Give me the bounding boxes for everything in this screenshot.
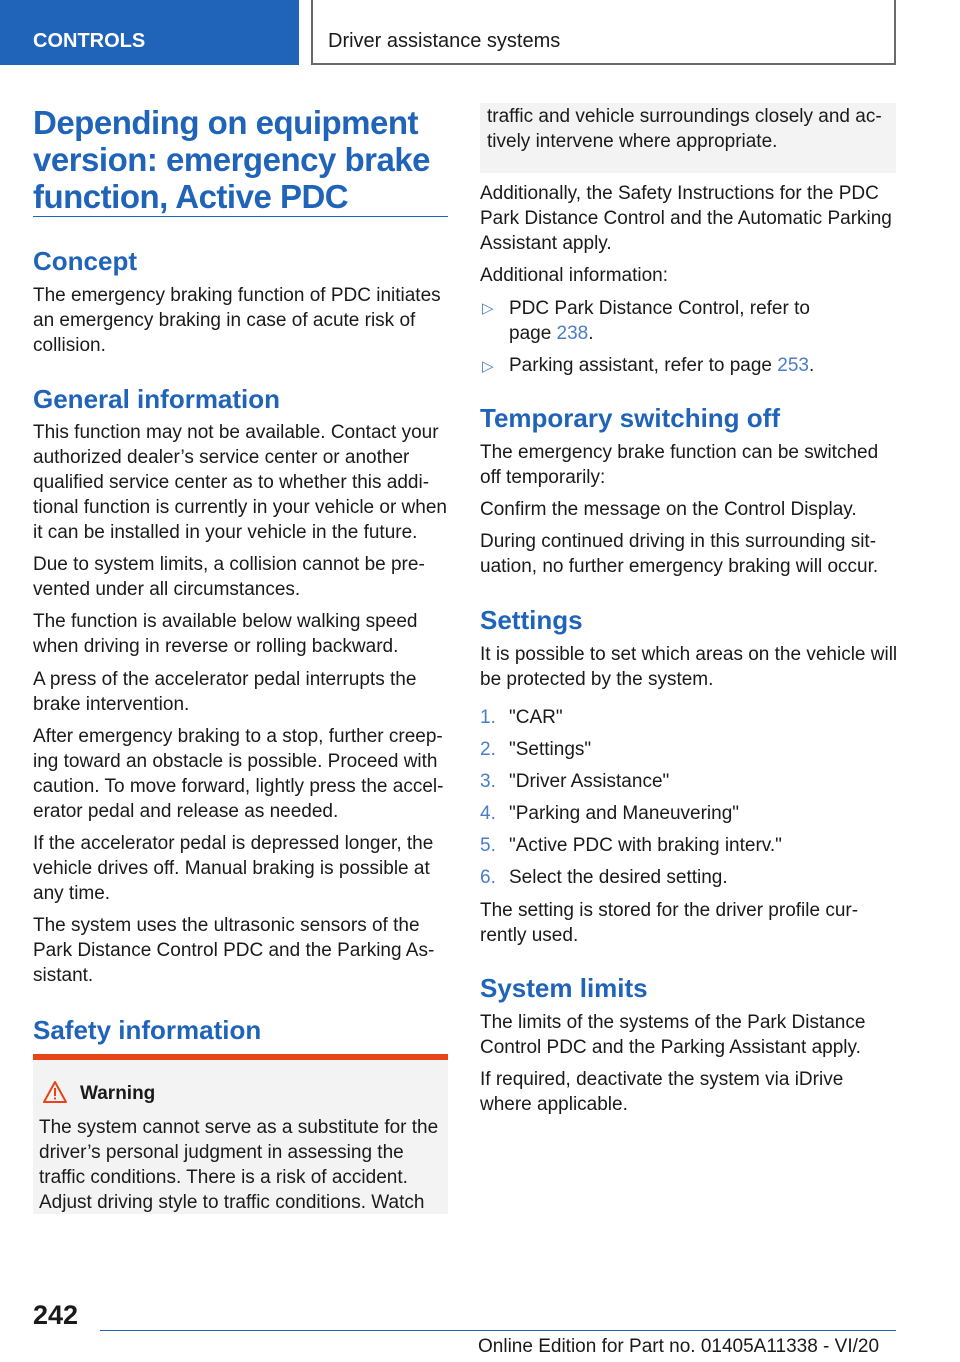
step-text: "Driver Assistance" [509, 771, 670, 792]
list-item: PDC Park Distance Control, refer to page 238. [509, 298, 810, 344]
paragraph-additional-1: Additionally, the Safety Instructions for the PDC Park Distance Control and the Automatic Parking Assistant apply. [480, 183, 892, 254]
paragraph-settings-2: The setting is stored for the driver profile cur‐ rently used. [480, 900, 859, 946]
heading-temporary-switching-off: Temporary switching off [480, 403, 780, 433]
paragraph-general-5: After emergency braking to a stop, further creep‐ ing toward an obstacle is possible. Proceed with caution. To move forward, lightly press the accel‐ erator pedal and release as needed. [33, 726, 444, 822]
step-text: Select the desired setting. [509, 867, 728, 888]
heading-safety-information: Safety information [33, 1015, 262, 1045]
paragraph-general-6: If the accelerator pedal is depressed longer, the vehicle drives off. Manual braking is possible at any time. [33, 833, 434, 904]
paragraph-temp-1: The emergency brake function can be switched off temporarily: [480, 442, 879, 488]
step-text: "Parking and Maneuvering" [509, 803, 740, 824]
header-section: CONTROLS [0, 0, 299, 65]
step-number: 1. [480, 707, 496, 728]
step-number: 4. [480, 803, 496, 824]
heading-concept: Concept [33, 246, 137, 276]
footer-edition: Online Edition for Part no. 01405A11338 - VI/20 [478, 1336, 880, 1357]
heading-general-information: General information [33, 384, 281, 414]
paragraph-general-2: Due to system limits, a collision cannot be pre‐ vented under all circumstances. [33, 554, 425, 600]
paragraph-temp-2: Confirm the message on the Control Display. [480, 499, 857, 520]
title-divider [33, 216, 448, 217]
warning-text: The system cannot serve as a substitute for the driver’s personal judgment in assessing the traffic conditions. There is a risk of accident. Adjust driving style to traffic conditions. Watch [39, 1117, 439, 1213]
page-number: 242 [33, 1300, 79, 1330]
step-number: 6. [480, 867, 496, 888]
page-link-253[interactable]: 253 [777, 355, 809, 376]
paragraph-settings-1: It is possible to set which areas on the vehicle will be protected by the system. [480, 644, 898, 690]
warning-title: Warning [80, 1083, 156, 1104]
header-chapter: Driver assistance systems [311, 0, 896, 65]
paragraph-limits-2: If required, deactivate the system via iDrive where applicable. [480, 1069, 844, 1115]
step-text: "CAR" [509, 707, 563, 728]
step-number: 5. [480, 835, 496, 856]
paragraph-general-7: The system uses the ultrasonic sensors of the Park Distance Control PDC and the Parking As‐ sistant. [33, 915, 435, 986]
step-text: "Settings" [509, 739, 592, 760]
list-item: Parking assistant, refer to page 253. [509, 355, 815, 376]
bullet-icon: ▷ [482, 358, 494, 375]
paragraph-additional-2: Additional information: [480, 265, 668, 286]
paragraph-concept: The emergency braking function of PDC initiates an emergency braking in case of acute risk of collision. [33, 285, 441, 356]
heading-settings: Settings [480, 605, 583, 635]
page-title: Depending on equipment version: emergency brake function, Active PDC [33, 104, 431, 215]
bullet-icon: ▷ [482, 300, 494, 317]
heading-system-limits: System limits [480, 973, 648, 1003]
step-text: "Active PDC with braking interv." [509, 835, 782, 856]
warning-triangle-icon [42, 1080, 68, 1104]
footer-divider [100, 1330, 896, 1331]
step-number: 3. [480, 771, 496, 792]
paragraph-temp-3: During continued driving in this surrounding sit‐ uation, no further emergency braking will occur. [480, 531, 879, 577]
step-number: 2. [480, 739, 496, 760]
warning-text-continued: traffic and vehicle surroundings closely and ac‐ tively intervene where appropriate. [487, 106, 882, 152]
paragraph-limits-1: The limits of the systems of the Park Distance Control PDC and the Parking Assistant apply. [480, 1012, 866, 1058]
paragraph-general-3: The function is available below walking speed when driving in reverse or rolling backward. [33, 611, 418, 657]
paragraph-general-4: A press of the accelerator pedal interrupts the brake intervention. [33, 669, 417, 715]
paragraph-general-1: This function may not be available. Contact your authorized dealer’s service center or another qualified service center as to whether this addi‐ tional function is currently in your vehicle or when it can be installed in your vehicle in the future. [33, 422, 447, 543]
page-link-238[interactable]: 238 [556, 323, 589, 344]
